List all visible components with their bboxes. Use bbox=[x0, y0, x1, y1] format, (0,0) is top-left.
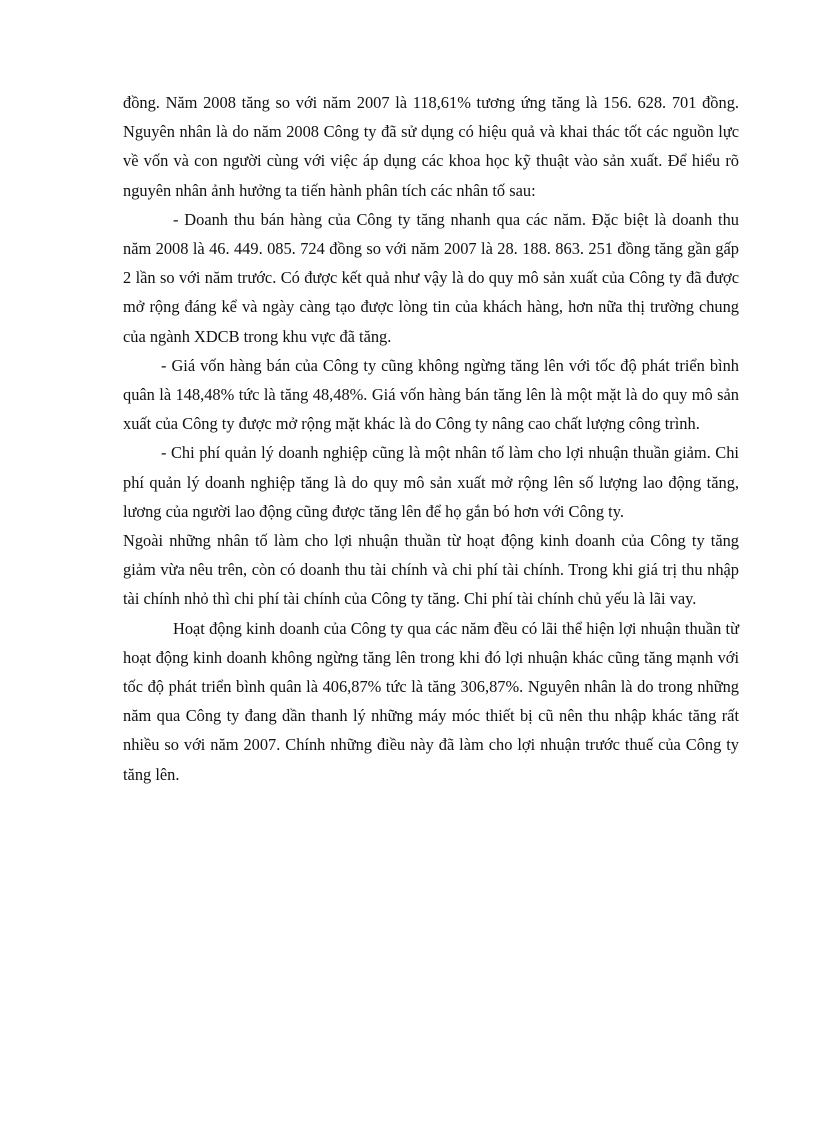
paragraph-business-activity: Hoạt động kinh doanh của Công ty qua các năm đều có lãi thể hiện lợi nhuận thuần từ hoạt động kinh doanh không ngừng tăng lên trong khi đó lợi nhuận khác cũng tăng mạnh với tốc độ phát triển bình quân là 406,87% tức là tăng 306,87%. Nguyên nhân là do trong những năm qua Công ty đang dần thanh lý những máy móc thiết bị cũ nên thu nhập khác tăng rất nhiều so với năm 2007. Chính những điều này đã làm cho lợi nhuận trước thuế của Công ty tăng lên. bbox=[123, 618, 739, 784]
paragraph-management-cost: - Chi phí quản lý doanh nghiệp cũng là một nhân tố làm cho lợi nhuận thuần giảm. Chi phí quản lý doanh nghiệp tăng là do quy mô sản xuất mở rộng lên số lượng lao động tăng, lương của người lao động cũng được tăng lên để họ gắn bó hơn với Công ty. bbox=[123, 443, 739, 521]
document-body bbox=[123, 88, 739, 789]
paragraph-cost-of-goods: - Giá vốn hàng bán của Công ty cũng không ngừng tăng lên với tốc độ phát triển bình quân là 148,48% tức là tăng 48,48%. Giá vốn hàng bán tăng lên là một mặt là do quy mô sản xuất của Công ty được mở rộng mặt khác là do Công ty nâng cao chất lượng công trình. bbox=[123, 355, 739, 434]
paragraph-financial-income: Ngoài những nhân tố làm cho lợi nhuận thuần từ hoạt động kinh doanh của Công ty tăng giảm vừa nêu trên, còn có doanh thu tài chính và chi phí tài chính. Trong khi giá trị thu nhập tài chính nhỏ thì chi phí tài chính của Công ty tăng. Chi phí tài chính chủ yếu là lãi vay. bbox=[123, 531, 739, 609]
paragraph-net-profit-summary: đồng. Năm 2008 tăng so với năm 2007 là 118,61% tương ứng tăng là 156. 628. 701 đồng. Nguyên nhân là do năm 2008 Công ty đã sử dụng có hiệu quả và khai thác tốt các nguồn lực về vốn và con người cùng với việc áp dụng các khoa học kỹ thuật vào sản xuất. Để hiểu rõ nguyên nhân ảnh hưởng ta tiến hành phân tích các nhân tố sau: bbox=[123, 93, 739, 200]
paragraph-revenue: - Doanh thu bán hàng của Công ty tăng nhanh qua các năm. Đặc biệt là doanh thu năm 2008 là 46. 449. 085. 724 đồng so với năm 2007 là 28. 188. 863. 251 đồng tăng gần gấp 2 lần so với năm trước. Có được kết quả như vậy là do quy mô sản xuất của Công ty đã được mở rộng đáng kể và ngày càng tạo được lòng tin của khách hàng, hơn nữa thị trường chung của ngành XDCB trong khu vực đã tăng. bbox=[123, 209, 739, 346]
